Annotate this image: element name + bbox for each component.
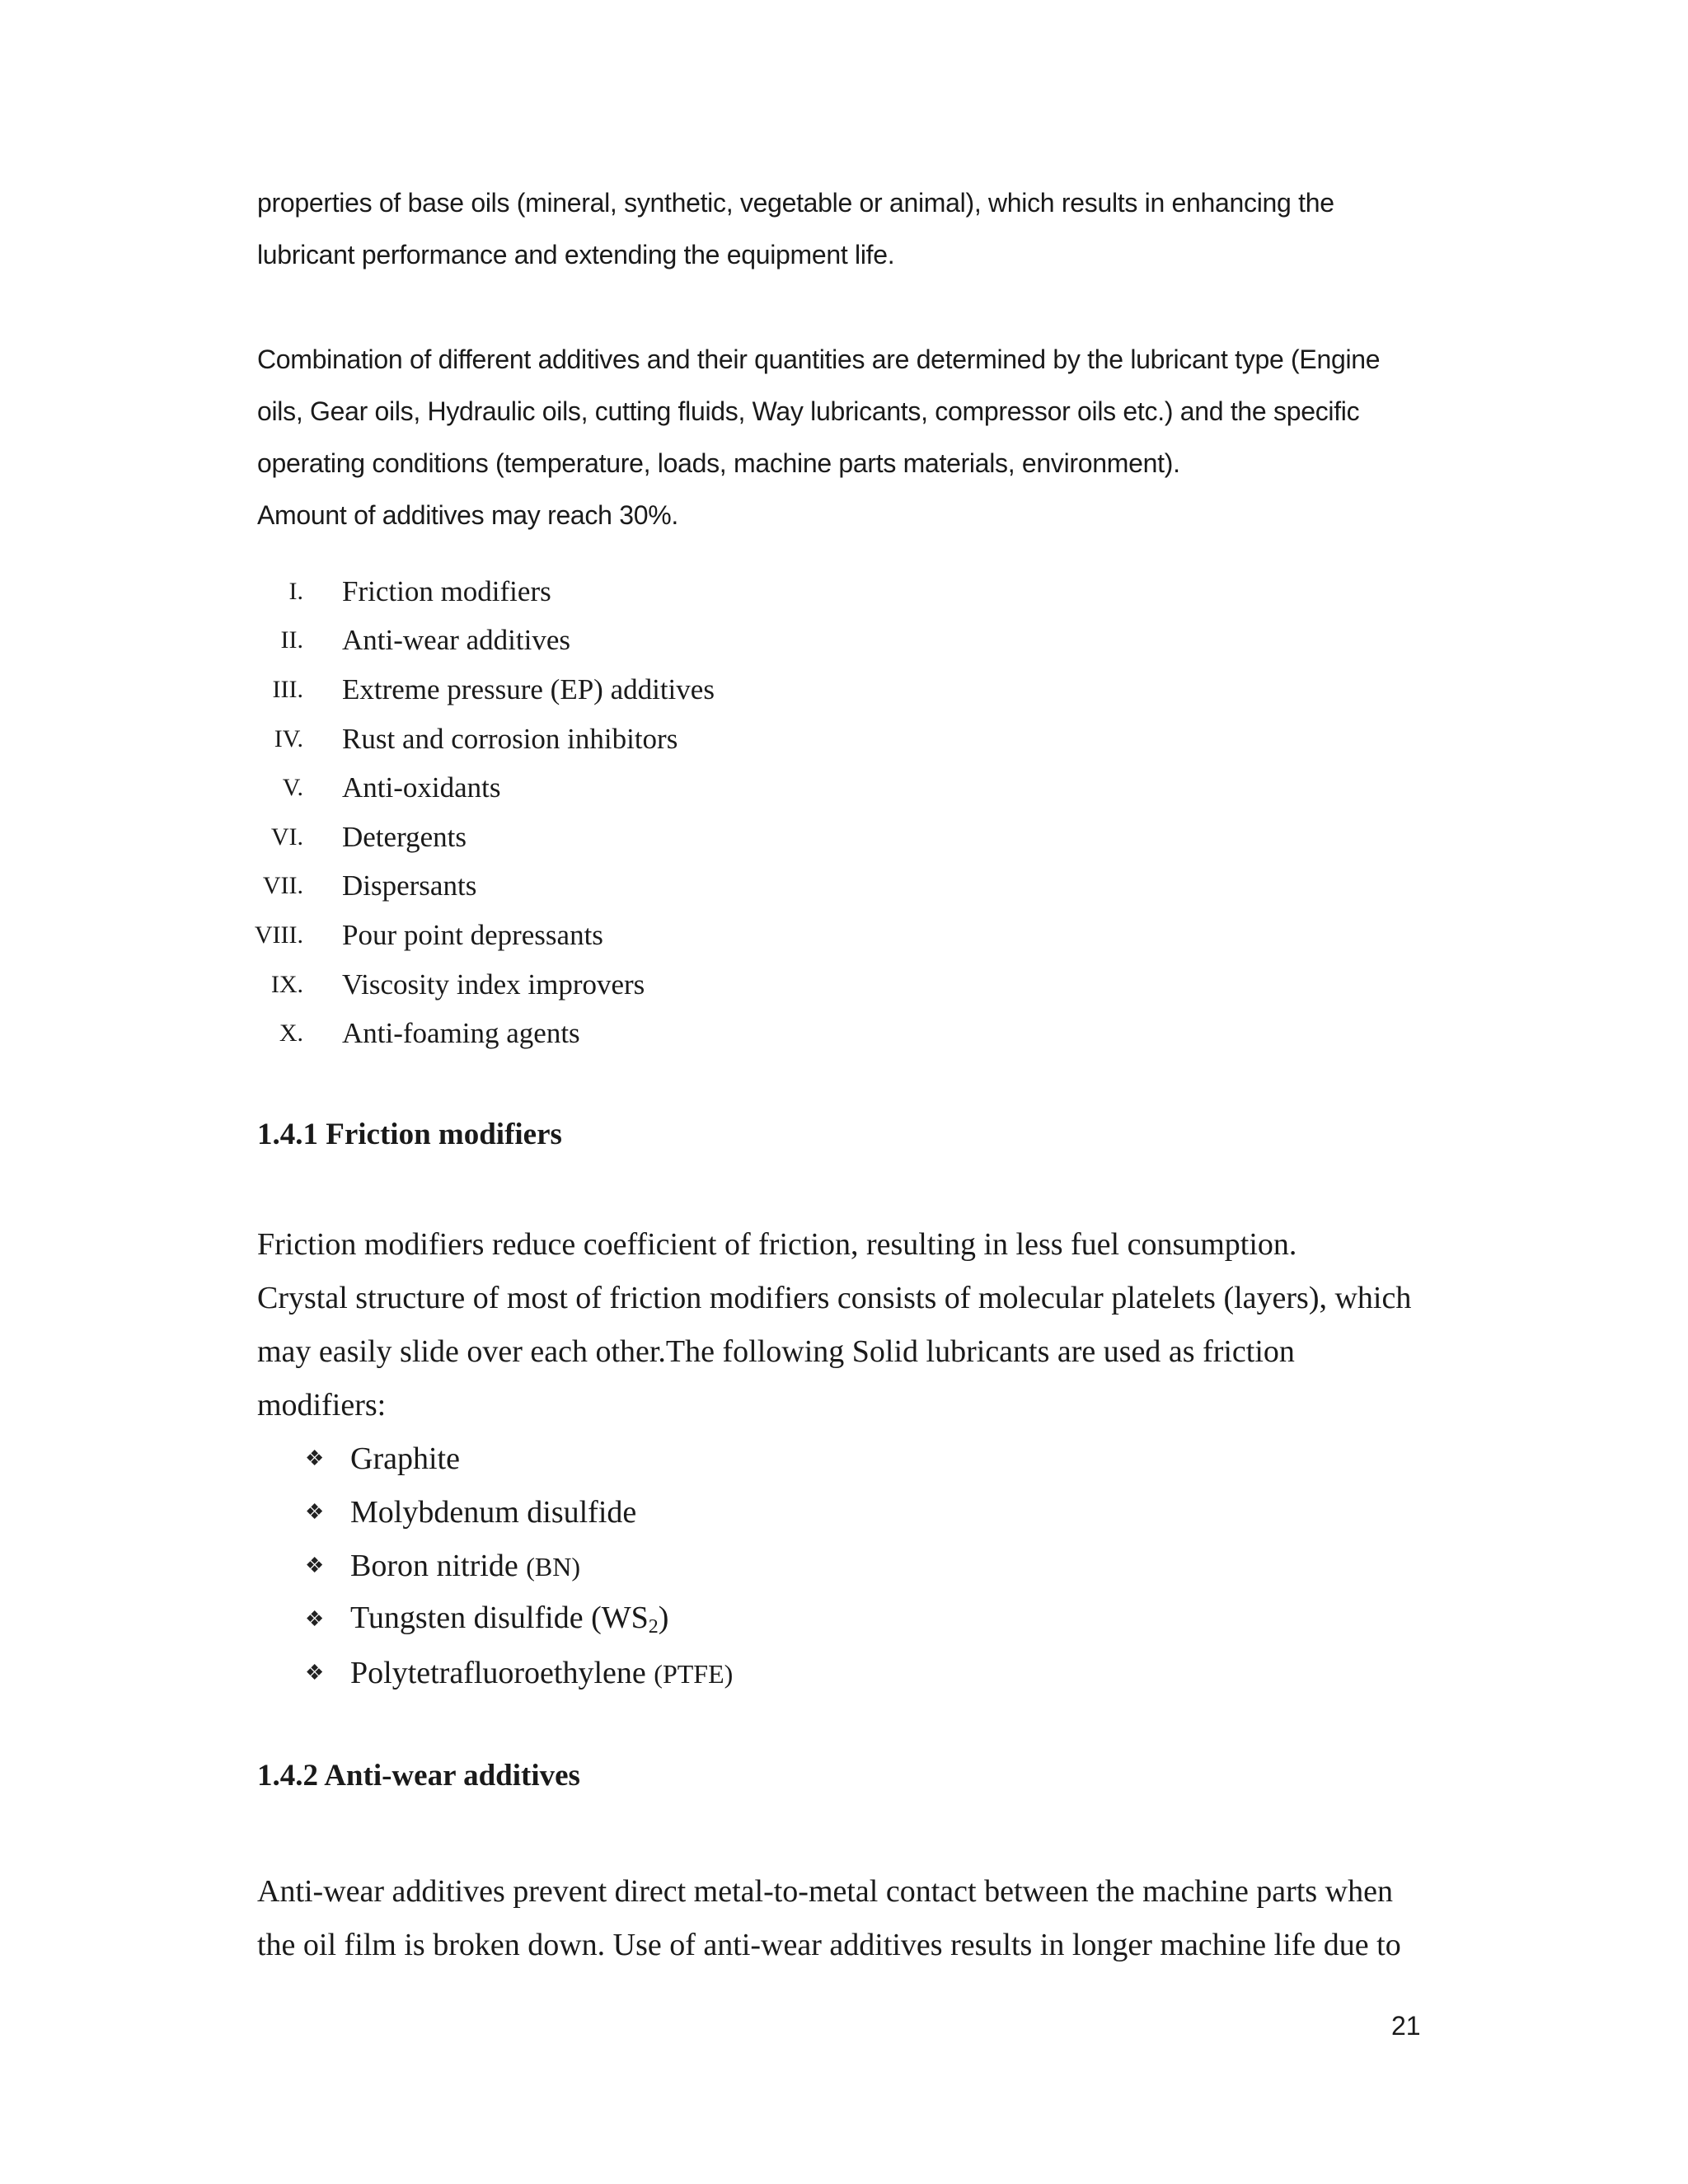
- list-item: [305, 1432, 733, 1485]
- diamond-bullet-icon: ❖: [305, 1606, 325, 1631]
- section-heading-friction-modifiers: 1.4.1 Friction modifiers: [257, 1118, 562, 1151]
- combination-line-1: Combination of different additives and their quantities are determined by the lubricant type (Engine: [257, 344, 1381, 374]
- list-text-abbr: (PTFE): [654, 1658, 734, 1689]
- antiwear-line-1: Anti-wear additives prevent direct metal-to-metal contact between the machine parts when: [257, 1874, 1393, 1909]
- list-item: [305, 1646, 733, 1699]
- anti-wear-paragraph: [257, 1865, 1436, 1972]
- list-text-abbr: (BN): [526, 1551, 580, 1582]
- combination-line-3: operating conditions (temperature, loads, machine parts materials, environment).: [257, 448, 1180, 478]
- list-item: [239, 616, 715, 666]
- list-item: [305, 1539, 733, 1592]
- list-text: Anti-wear additives: [342, 624, 570, 657]
- subscript: 2: [648, 1616, 659, 1638]
- list-text: Viscosity index improvers: [342, 968, 645, 1001]
- list-text: Extreme pressure (EP) additives: [342, 673, 715, 705]
- list-item: [239, 763, 715, 813]
- friction-line-4: modifiers:: [257, 1388, 387, 1422]
- list-item: [239, 665, 715, 715]
- intro-paragraph: [257, 177, 1428, 281]
- section-heading-anti-wear-additives: 1.4.2 Anti-wear additives: [257, 1759, 580, 1793]
- list-text-main: Boron nitride: [350, 1548, 527, 1583]
- list-text: [350, 1655, 733, 1691]
- diamond-bullet-icon: ❖: [305, 1499, 325, 1524]
- list-text: [350, 1600, 668, 1638]
- list-number: IV.: [274, 724, 303, 752]
- list-item: [239, 567, 715, 616]
- list-text: Anti-foaming agents: [342, 1017, 580, 1050]
- combination-line-2: oils, Gear oils, Hydraulic oils, cutting fluids, Way lubricants, compressor oils etc.) and the specific: [257, 396, 1360, 426]
- list-text-end: ): [658, 1601, 669, 1635]
- list-item: [239, 813, 715, 862]
- list-number: III.: [272, 675, 303, 703]
- antiwear-line-2: the oil film is broken down. Use of anti-wear additives results in longer machine life due to: [257, 1928, 1401, 1962]
- list-item: [305, 1485, 733, 1539]
- combination-paragraph: [257, 334, 1428, 541]
- friction-modifiers-paragraph: [257, 1218, 1436, 1432]
- friction-line-2: Crystal structure of most of friction modifiers consists of molecular platelets (layers), which: [257, 1281, 1412, 1315]
- list-number: VIII.: [254, 921, 303, 949]
- list-item: [239, 960, 715, 1010]
- list-text: [350, 1548, 580, 1584]
- list-item: [305, 1592, 733, 1646]
- intro-line-1: properties of base oils (mineral, synthetic, vegetable or animal), which results in enhancing the: [257, 188, 1334, 218]
- list-text: Anti-oxidants: [342, 771, 501, 804]
- list-number: VII.: [262, 872, 303, 900]
- list-number: V.: [282, 774, 303, 802]
- list-item: [239, 862, 715, 912]
- list-text: Molybdenum disulfide: [350, 1494, 637, 1530]
- intro-line-2: lubricant performance and extending the equipment life.: [257, 240, 895, 269]
- list-text: Pour point depressants: [342, 918, 603, 951]
- solid-lubricants-list: [305, 1432, 733, 1699]
- list-text: Friction modifiers: [342, 574, 551, 607]
- list-number: X.: [279, 1019, 303, 1047]
- page-number: 21: [1391, 2011, 1421, 2041]
- list-item: [239, 1009, 715, 1058]
- list-text: Detergents: [342, 820, 467, 853]
- list-text-main: Tungsten disulfide (WS: [350, 1601, 649, 1635]
- friction-line-3: may easily slide over each other.The following Solid lubricants are used as friction: [257, 1334, 1295, 1369]
- list-number: IX.: [270, 970, 303, 998]
- diamond-bullet-icon: ❖: [305, 1446, 325, 1470]
- combination-line-4: Amount of additives may reach 30%.: [257, 500, 678, 530]
- list-item: [239, 715, 715, 764]
- list-number: I.: [288, 577, 303, 605]
- list-text: Dispersants: [342, 869, 477, 902]
- list-number: II.: [280, 626, 303, 654]
- additive-types-list: [239, 567, 715, 1058]
- friction-line-1: Friction modifiers reduce coefficient of friction, resulting in less fuel consumption.: [257, 1227, 1297, 1262]
- list-text-main: Polytetrafluoroethylene: [350, 1655, 654, 1690]
- diamond-bullet-icon: ❖: [305, 1553, 325, 1577]
- list-text: Graphite: [350, 1441, 460, 1476]
- list-number: VI.: [270, 823, 303, 851]
- list-text: Rust and corrosion inhibitors: [342, 722, 678, 755]
- list-item: [239, 911, 715, 960]
- diamond-bullet-icon: ❖: [305, 1660, 325, 1685]
